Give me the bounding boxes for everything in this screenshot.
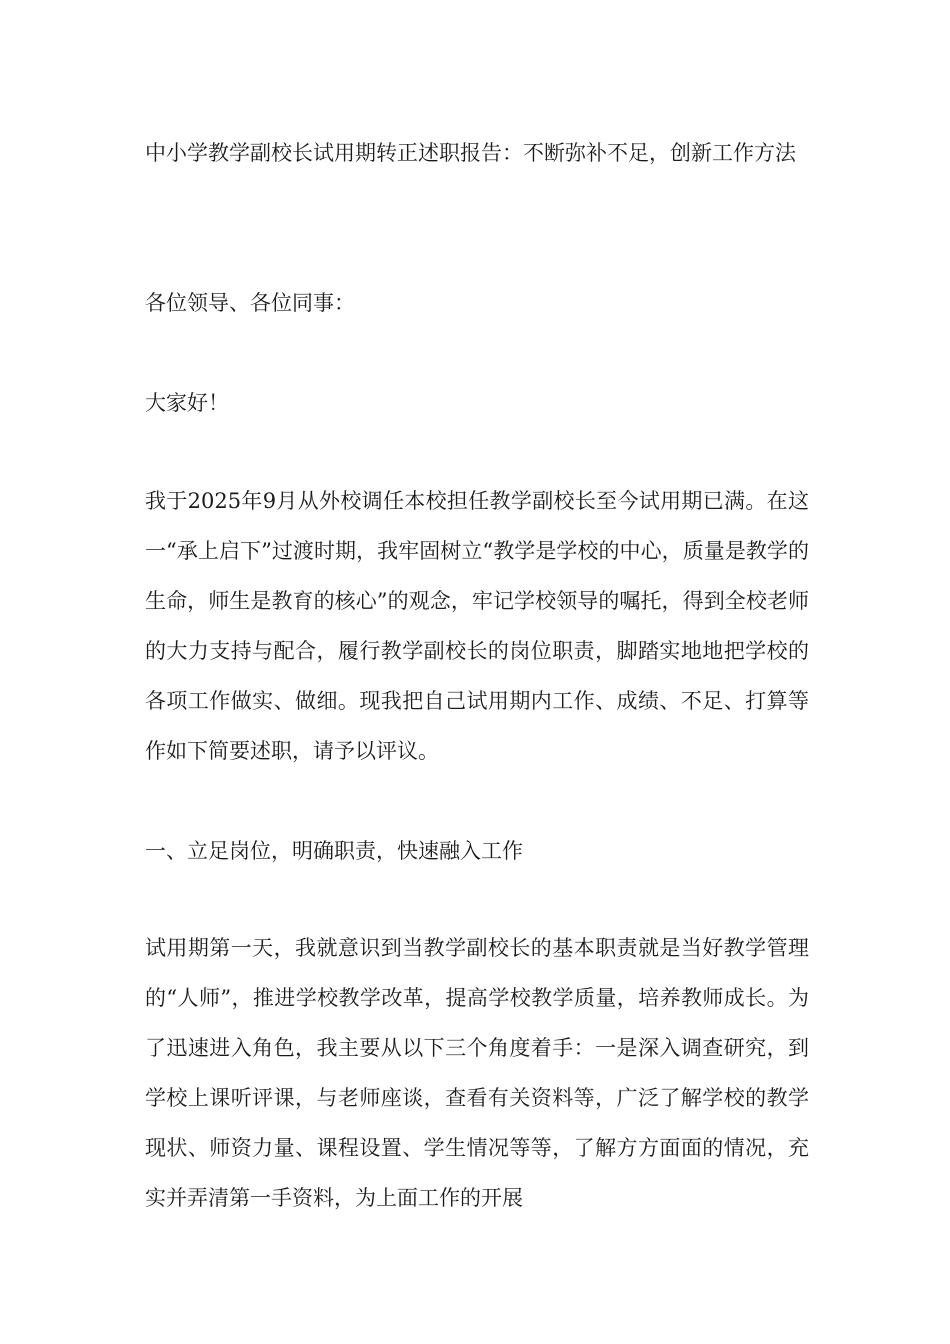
salutation: 大家好！	[145, 391, 229, 415]
greeting: 各位领导、各位同事：	[145, 291, 355, 315]
section-1-body: 试用期第一天，我就意识到当教学副校长的基本职责就是当好教学管理的“人师”，推进学校教学改革，提高学校教学质量，培养教师成长。为了迅速进入角色，我主要从以下三个角度着手：一是深入调查研究，到学校上课听评课，与老师座谈，查看有关资料等，广泛了解学校的教学现状、师资力量、课程设置、学生情况等等，了解方方面面的情况，充实并弄清第一手资料，为上面工作的开展	[145, 936, 809, 1210]
section-1-heading: 一、立足岗位，明确职责，快速融入工作	[145, 839, 523, 863]
document-title: 中小学教学副校长试用期转正述职报告：不断弥补不足，创新工作方法	[145, 141, 796, 165]
intro-paragraph: 我于2025年9月从外校调任本校担任教学副校长至今试用期已满。在这一“承上启下”过渡时期，我牢固树立“教学是学校的中心，质量是教学的生命，师生是教育的核心”的观念，牢记学校领导的嘱托，得到全校老师的大力支持与配合，履行教学副校长的岗位职责，脚踏实地地把学校的各项工作做实、做细。现我把自己试用期内工作、成绩、不足、打算等作如下简要述职，请予以评议。	[145, 489, 809, 763]
